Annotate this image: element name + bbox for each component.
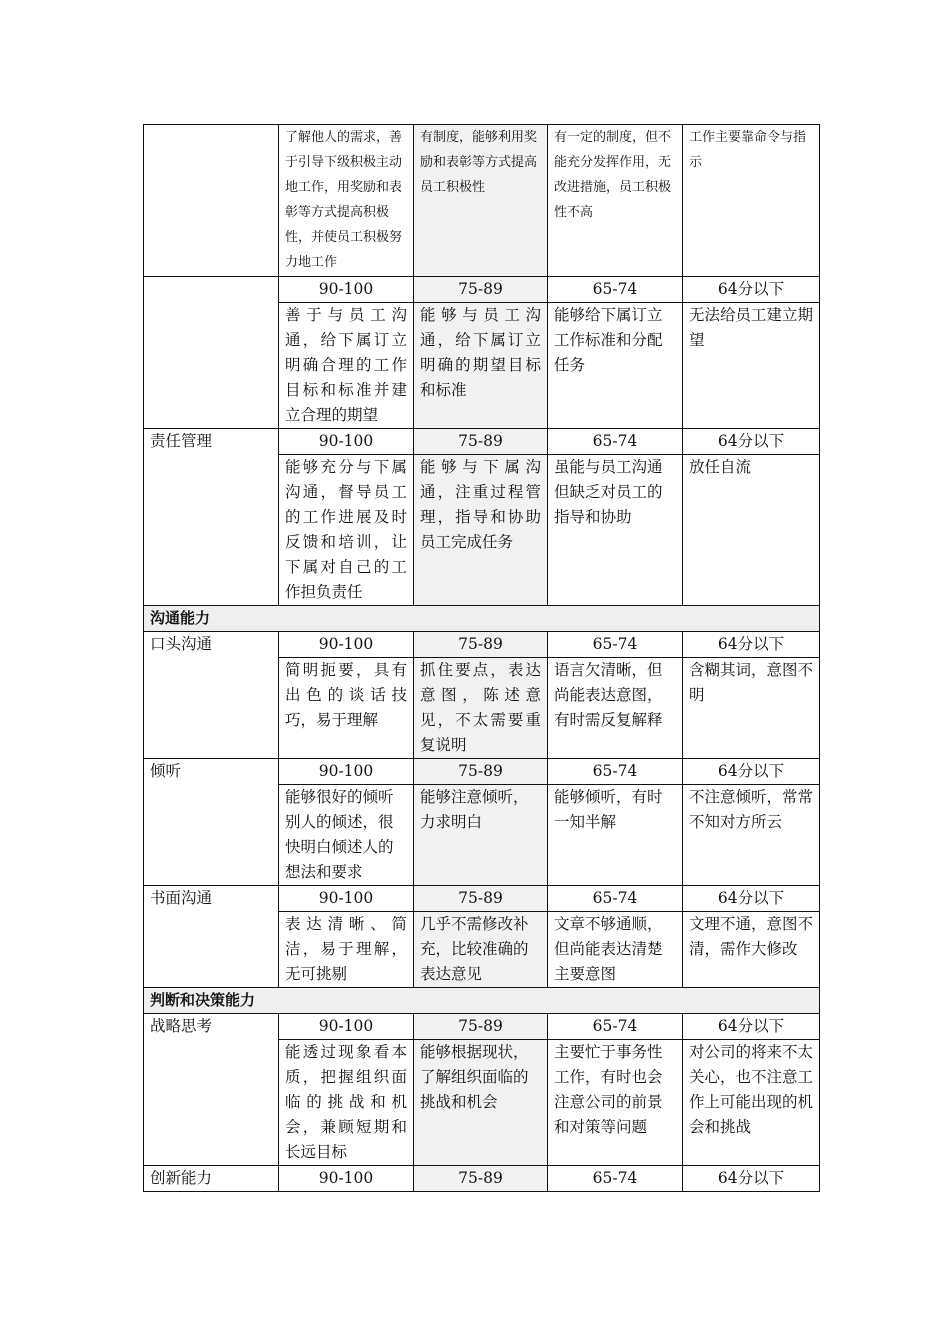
desc-cell: 语言欠清晰，但尚能表达意图，有时需反复解释 (548, 658, 683, 759)
desc-cell: 文理不通，意图不清，需作大修改 (683, 912, 820, 988)
desc-cell: 有制度，能够利用奖励和表彰等方式提高员工积极性 (414, 125, 548, 277)
desc-cell: 能够很好的倾听别人的倾述，很快明白倾述人的想法和要求 (279, 785, 414, 886)
score-cell: 65-74 (548, 429, 683, 455)
desc-cell: 文章不够通顺，但尚能表达清楚主要意图 (548, 912, 683, 988)
score-cell: 64分以下 (683, 1014, 820, 1040)
score-cell: 64分以下 (683, 886, 820, 912)
desc-cell: 放任自流 (683, 455, 820, 606)
desc-cell: 不注意倾听，常常不知对方所云 (683, 785, 820, 886)
desc-cell: 有一定的制度，但不能充分发挥作用，无改进措施，员工积极性不高 (548, 125, 683, 277)
score-cell: 75-89 (414, 429, 548, 455)
category-cell: 创新能力 (144, 1166, 279, 1192)
desc-cell: 简明扼要，具有出色的谈话技巧，易于理解 (279, 658, 414, 759)
section-header-row (144, 606, 820, 632)
score-cell: 90-100 (279, 1014, 414, 1040)
table-row (144, 632, 820, 658)
table-row (144, 759, 820, 785)
desc-cell: 能够充分与下属沟通，督导员工的工作进展及时反馈和培训，让下属对自己的工作担负责任 (279, 455, 414, 606)
score-cell: 65-74 (548, 632, 683, 658)
score-cell: 65-74 (548, 1014, 683, 1040)
score-cell: 75-89 (414, 1014, 548, 1040)
desc-cell: 无法给员工建立期望 (683, 303, 820, 429)
desc-cell: 善于与员工沟通，给下属订立明确合理的工作目标和标准并建立合理的期望 (279, 303, 414, 429)
desc-cell: 主要忙于事务性工作，有时也会注意公司的前景和对策等问题 (548, 1040, 683, 1166)
desc-cell: 能够注意倾听，力求明白 (414, 785, 548, 886)
score-cell: 65-74 (548, 277, 683, 303)
score-cell: 75-89 (414, 1166, 548, 1192)
score-cell: 65-74 (548, 759, 683, 785)
score-cell: 90-100 (279, 429, 414, 455)
section-header-row (144, 988, 820, 1014)
category-cell: 倾听 (144, 759, 279, 886)
desc-cell: 对公司的将来不太关心，也不注意工作上可能出现的机会和挑战 (683, 1040, 820, 1166)
score-cell: 90-100 (279, 277, 414, 303)
score-cell: 64分以下 (683, 1166, 820, 1192)
table-row (144, 1014, 820, 1040)
score-cell: 75-89 (414, 886, 548, 912)
category-cell (144, 277, 279, 429)
score-cell: 65-74 (548, 886, 683, 912)
table-row (144, 277, 820, 303)
score-cell: 64分以下 (683, 429, 820, 455)
desc-cell: 工作主要靠命令与指示 (683, 125, 820, 277)
desc-cell: 能够与下属沟通，注重过程管理，指导和协助员工完成任务 (414, 455, 548, 606)
desc-cell: 能够给下属订立工作标准和分配任务 (548, 303, 683, 429)
desc-cell: 几乎不需修改补充，比较准确的表达意见 (414, 912, 548, 988)
desc-cell: 抓住要点，表达意图，陈述意见，不太需要重复说明 (414, 658, 548, 759)
desc-cell: 表达清晰、简洁，易于理解，无可挑剔 (279, 912, 414, 988)
desc-cell: 能够与员工沟通，给下属订立明确的期望目标和标准 (414, 303, 548, 429)
score-cell: 64分以下 (683, 277, 820, 303)
desc-cell: 了解他人的需求，善于引导下级积极主动地工作，用奖励和表彰等方式提高积极性，并使员工积极努力地工作 (279, 125, 414, 277)
score-cell: 90-100 (279, 1166, 414, 1192)
category-cell: 书面沟通 (144, 886, 279, 988)
section-title: 判断和决策能力 (144, 988, 820, 1014)
category-cell: 战略思考 (144, 1014, 279, 1166)
score-cell: 90-100 (279, 632, 414, 658)
desc-cell: 含糊其词，意图不明 (683, 658, 820, 759)
desc-cell: 虽能与员工沟通但缺乏对员工的指导和协助 (548, 455, 683, 606)
section-title: 沟通能力 (144, 606, 820, 632)
score-cell: 64分以下 (683, 759, 820, 785)
desc-cell: 能够根据现状，了解组织面临的挑战和机会 (414, 1040, 548, 1166)
category-cell: 口头沟通 (144, 632, 279, 759)
desc-cell: 能透过现象看本质，把握组织面临的挑战和机会，兼顾短期和长远目标 (279, 1040, 414, 1166)
evaluation-table (143, 124, 820, 1192)
score-cell: 90-100 (279, 759, 414, 785)
table-row (144, 886, 820, 912)
score-cell: 90-100 (279, 886, 414, 912)
score-cell: 75-89 (414, 632, 548, 658)
score-cell: 75-89 (414, 277, 548, 303)
score-cell: 65-74 (548, 1166, 683, 1192)
table-row (144, 429, 820, 455)
category-cell (144, 125, 279, 277)
table-row (144, 125, 820, 277)
score-cell: 64分以下 (683, 632, 820, 658)
desc-cell: 能够倾听，有时一知半解 (548, 785, 683, 886)
category-cell: 责任管理 (144, 429, 279, 606)
score-cell: 75-89 (414, 759, 548, 785)
table-row (144, 1166, 820, 1192)
